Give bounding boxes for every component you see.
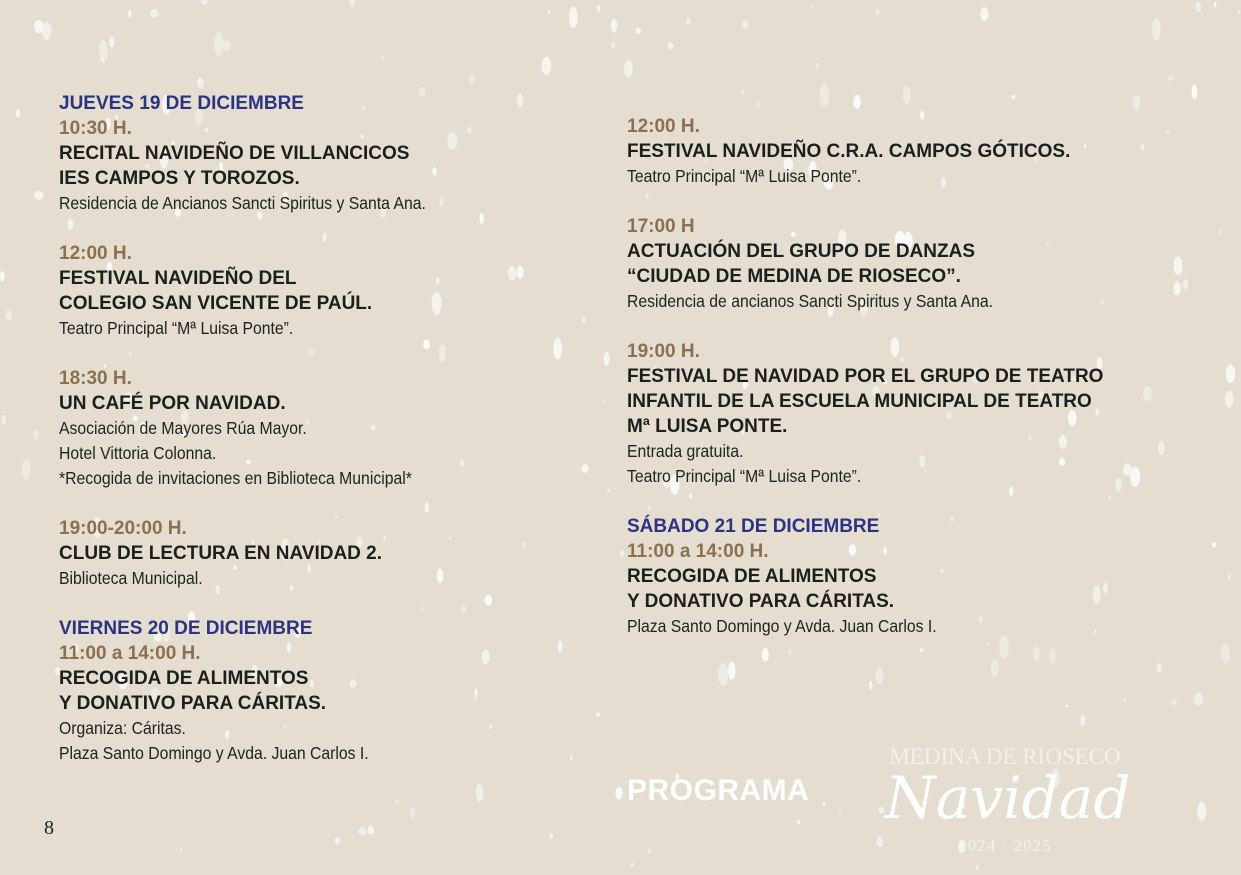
snowflake	[197, 78, 204, 88]
snowflake	[597, 4, 600, 12]
snowflake	[668, 42, 674, 49]
event-title: FESTIVAL NAVIDEÑO C.R.A. CAMPOS GÓTICOS.	[627, 141, 1071, 162]
snowflake	[553, 338, 562, 360]
snowflake	[1226, 364, 1236, 383]
event-detail: Teatro Principal “Mª Luisa Ponte”.	[627, 466, 862, 486]
event-detail: Organiza: Cáritas.	[59, 718, 186, 738]
event-detail: Entrada gratuita.	[627, 441, 744, 461]
snowflake	[476, 784, 484, 802]
snowflake	[756, 101, 760, 108]
snowflake	[467, 127, 472, 134]
snowflake	[1133, 95, 1141, 111]
snowflake	[1192, 85, 1198, 99]
day-heading-saturday: SÁBADO 21 DE DICIEMBRE	[627, 516, 880, 537]
snowflake	[1, 415, 6, 425]
snowflake	[410, 807, 415, 820]
snowflake	[876, 836, 883, 847]
event-title: FESTIVAL DE NAVIDAD POR EL GRUPO DE TEATRO	[627, 366, 1104, 387]
snowflake	[636, 28, 641, 35]
event-item	[59, 116, 467, 216]
logo-town-name: MEDINA DE RIOSECO	[889, 744, 1121, 769]
snowflake	[1158, 441, 1165, 456]
snowflake	[1196, 2, 1201, 12]
snowflake	[349, 0, 355, 6]
event-time: 12:00 H.	[59, 243, 132, 264]
event-time: 11:00 a 14:00 H.	[59, 643, 201, 664]
snowflake	[1123, 464, 1132, 476]
snowflake	[741, 90, 744, 96]
event-detail: Plaza Santo Domingo y Avda. Juan Carlos I.	[627, 616, 937, 636]
snowflake	[1108, 496, 1111, 499]
snowflake	[1123, 699, 1126, 703]
event-item	[59, 366, 467, 491]
logo-script-title: Navidad	[885, 764, 1131, 832]
snowflake	[686, 18, 691, 25]
snowflake	[335, 837, 341, 844]
event-title: CLUB DE LECTURA EN NAVIDAD 2.	[59, 543, 383, 564]
event-detail: Plaza Santo Domingo y Avda. Juan Carlos I.	[59, 743, 369, 763]
event-detail: Asociación de Mayores Rúa Mayor.	[59, 418, 307, 438]
snowflake	[570, 755, 573, 760]
snowflake	[1228, 573, 1231, 580]
snowflake	[569, 6, 578, 28]
snowflake	[180, 848, 183, 854]
snowflake	[976, 865, 979, 870]
snowflake	[128, 10, 131, 18]
event-title: IES CAMPOS Y TOROZOS.	[59, 168, 300, 189]
event-item	[59, 516, 467, 591]
snowflake	[728, 662, 736, 680]
snowflake	[838, 809, 841, 817]
snowflake	[596, 712, 600, 716]
snowflake	[1141, 144, 1144, 150]
event-title: Y DONATIVO PARA CÁRITAS.	[627, 591, 895, 612]
snowflake	[1168, 76, 1173, 81]
snowflake	[1212, 542, 1216, 548]
snowflake	[1152, 18, 1161, 40]
snowflake	[876, 9, 880, 14]
snowflake	[1115, 478, 1121, 492]
event-time: 19:00-20:00 H.	[59, 518, 187, 539]
event-detail: Hotel Vittoria Colonna.	[59, 443, 217, 463]
snowflake	[604, 399, 606, 403]
snowflake	[0, 271, 5, 282]
snowflake	[615, 787, 622, 800]
snowflake	[550, 833, 554, 839]
snowflake	[548, 10, 550, 14]
snowflake	[621, 550, 624, 558]
event-time: 10:30 H.	[59, 118, 132, 139]
snowflake	[817, 63, 819, 67]
snowflake	[201, 0, 208, 5]
event-time: 11:00 a 14:00 H.	[627, 541, 769, 562]
right-column	[627, 114, 1103, 664]
snowflake	[1197, 801, 1206, 821]
snowflake	[581, 317, 586, 323]
snowflake	[624, 60, 633, 78]
snowflake	[647, 848, 651, 853]
event-item	[59, 241, 467, 341]
event-detail: Residencia de ancianos Sancti Spiritus y Santa Ana.	[627, 291, 993, 311]
snowflake	[522, 541, 526, 548]
snowflake	[99, 40, 108, 63]
page-number: 8	[44, 817, 54, 839]
snowflake	[16, 110, 21, 118]
event-title: ACTUACIÓN DEL GRUPO DE DANZAS	[627, 241, 975, 262]
snowflake	[853, 95, 861, 109]
event-item	[627, 114, 1103, 189]
event-time: 18:30 H.	[59, 368, 132, 389]
snowflake	[1194, 692, 1203, 705]
snowflake	[474, 690, 478, 700]
snowflake	[517, 94, 524, 107]
event-time: 12:00 H.	[627, 116, 700, 137]
snowflake	[869, 681, 873, 690]
snowflake	[611, 42, 615, 50]
logo-years: 2024 · 2025	[958, 836, 1052, 855]
day-heading-thursday: JUEVES 19 DE DICIEMBRE	[59, 93, 304, 114]
snowflake	[604, 352, 610, 366]
snowflake	[903, 86, 911, 104]
snowflake	[611, 19, 618, 33]
snowflake	[1214, 2, 1217, 8]
snowflake	[823, 802, 826, 806]
snowflake	[558, 641, 563, 653]
snowflake	[482, 649, 490, 664]
snowflake	[1174, 256, 1183, 275]
snowflake	[395, 799, 399, 804]
programa-label: PROGRAMA	[627, 774, 810, 807]
snowflake	[381, 56, 383, 60]
snowflake	[489, 724, 492, 729]
snowflake	[542, 57, 552, 75]
snowflake	[1143, 386, 1152, 401]
snowflake	[42, 22, 52, 40]
event-time: 17:00 H	[627, 216, 695, 237]
left-column	[59, 91, 467, 791]
event-detail: Residencia de Ancianos Sancti Spiritus y Santa Ana.	[59, 193, 426, 213]
event-detail: *Recogida de invitaciones en Biblioteca Municipal*	[59, 468, 412, 488]
snowflake	[878, 807, 884, 814]
event-title: Mª LUISA PONTE.	[627, 416, 788, 437]
event-title: RECITAL NAVIDEÑO DE VILLANCICOS	[59, 143, 410, 164]
snowflake	[742, 20, 749, 28]
snowflake	[5, 309, 12, 320]
event-item	[627, 339, 1103, 489]
snowflake	[631, 863, 633, 867]
snowflake	[22, 460, 31, 480]
snowflake	[797, 819, 800, 824]
snowflake	[980, 7, 988, 21]
snowflake	[485, 595, 493, 606]
snowflake	[718, 663, 728, 687]
event-title: “CIUDAD DE MEDINA DE RIOSECO”.	[627, 266, 961, 287]
event-item	[59, 641, 467, 766]
snowflake	[1220, 229, 1222, 235]
snowflake	[150, 9, 158, 18]
snowflake	[607, 489, 610, 493]
snowflake	[1166, 129, 1170, 135]
event-detail: Teatro Principal “Mª Luisa Ponte”.	[627, 166, 862, 186]
snowflake	[1183, 279, 1189, 289]
snowflake	[109, 36, 114, 47]
snowflake	[222, 40, 231, 51]
event-title: COLEGIO SAN VICENTE DE PAÚL.	[59, 293, 373, 314]
snowflake	[1225, 391, 1234, 408]
snowflake	[508, 266, 517, 281]
snowflake	[359, 827, 367, 836]
snowflake	[517, 266, 524, 279]
snowflake	[1066, 704, 1069, 707]
event-title: INFANTIL DE LA ESCUELA MUNICIPAL DE TEATRO	[627, 391, 1092, 412]
navidad-logo	[885, 740, 1131, 860]
snowflake	[1238, 11, 1240, 14]
event-title: UN CAFÉ POR NAVIDAD.	[59, 393, 286, 414]
snowflake	[469, 75, 475, 84]
snowflake	[1173, 281, 1181, 295]
event-title: RECOGIDA DE ALIMENTOS	[59, 668, 309, 689]
event-item	[627, 539, 1103, 639]
event-detail: Teatro Principal “Mª Luisa Ponte”.	[59, 318, 294, 338]
snowflake	[1171, 699, 1176, 705]
day-heading-friday: VIERNES 20 DE DICIEMBRE	[59, 618, 313, 639]
snowflake	[480, 213, 484, 224]
snowflake	[876, 667, 884, 684]
snowflake	[1221, 643, 1230, 663]
event-item	[627, 214, 1103, 314]
event-time: 19:00 H.	[627, 341, 700, 362]
snowflake	[1011, 95, 1015, 100]
snowflake	[367, 826, 374, 834]
snowflake	[581, 464, 588, 473]
snowflake	[1103, 583, 1108, 594]
event-title: FESTIVAL NAVIDEÑO DEL	[59, 268, 297, 289]
event-title: RECOGIDA DE ALIMENTOS	[627, 566, 877, 587]
snowflake	[33, 430, 39, 440]
snowflake	[820, 84, 830, 107]
snowflake	[1157, 663, 1162, 673]
snowflake	[1080, 715, 1085, 726]
event-detail: Biblioteca Municipal.	[59, 568, 203, 588]
snowflake	[34, 191, 43, 200]
snowflake	[811, 5, 813, 8]
snowflake	[214, 32, 224, 56]
event-title: Y DONATIVO PARA CÁRITAS.	[59, 693, 327, 714]
